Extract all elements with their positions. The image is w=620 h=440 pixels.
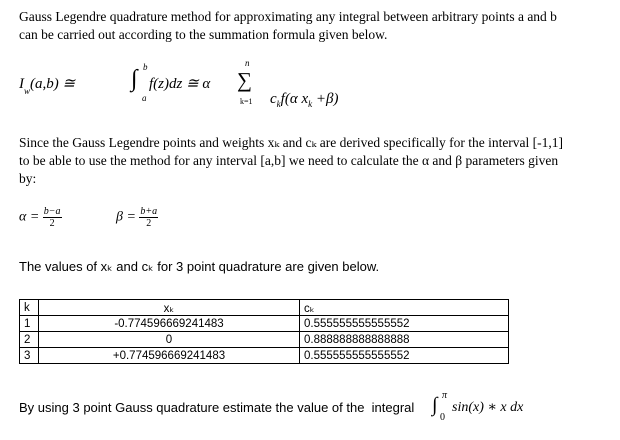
- formula-I-subscript: w: [24, 86, 31, 96]
- question-integral-sign: ∫: [432, 394, 438, 416]
- header-ck: cₖ: [300, 300, 509, 316]
- header-xk: xₖ: [39, 300, 300, 316]
- integral-lower-limit: a: [142, 93, 147, 103]
- summation-sign: ∑: [237, 68, 252, 92]
- cell-ck: 0.555555555555552: [300, 316, 509, 332]
- alpha-definition: [19, 206, 62, 229]
- sum-tail: +β): [312, 91, 339, 107]
- intro-paragraph: [19, 8, 557, 44]
- formula-lhs-args: (a,b) ≅: [30, 76, 79, 92]
- sum-weight-c: c: [270, 91, 277, 107]
- sum-weight-subscript: k: [276, 99, 281, 109]
- integral-sign: ∫: [131, 66, 138, 92]
- table-row: [20, 332, 509, 348]
- quadrature-table: [19, 299, 509, 364]
- cell-k: 1: [20, 316, 39, 332]
- cell-k: 2: [20, 332, 39, 348]
- values-caption: The values of xₖ and cₖ for 3 point quadrature are given below.: [19, 259, 380, 274]
- cell-xk: +0.774596669241483: [39, 348, 300, 364]
- beta-denominator: 2: [146, 218, 152, 229]
- cell-xk: -0.774596669241483: [39, 316, 300, 332]
- question: [19, 390, 609, 424]
- table-row: [20, 316, 509, 332]
- interval-paragraph: [19, 134, 563, 188]
- intro-line-2: can be carried out according to the summation formula given below.: [19, 27, 388, 42]
- question-text: By using 3 point Gauss quadrature estimate the value of the integral: [19, 400, 418, 415]
- quadrature-formula: [19, 60, 419, 116]
- cell-xk: 0: [39, 332, 300, 348]
- cell-ck: 0.888888888888888: [300, 332, 509, 348]
- header-k: k: [20, 300, 39, 316]
- summation-lower-limit: k=1: [240, 97, 253, 106]
- sum-point-subscript: k: [308, 99, 313, 109]
- table-row: [20, 348, 509, 364]
- question-lower-limit: 0: [440, 412, 445, 423]
- table-header-row: [20, 300, 509, 316]
- beta-lhs: β =: [116, 209, 136, 225]
- integral-upper-limit: b: [143, 62, 148, 72]
- alpha-lhs: α =: [19, 209, 40, 225]
- question-expression: sin(x) ∗ x dx: [452, 400, 524, 415]
- interval-line-1: Since the Gauss Legendre points and weights xₖ and cₖ are derived specifically for the interval [-1,1]: [19, 135, 564, 150]
- interval-line-3: by:: [19, 171, 37, 186]
- beta-numerator: b+a: [140, 206, 158, 217]
- question-upper-limit: π: [442, 390, 448, 401]
- cell-ck: 0.555555555555552: [300, 348, 509, 364]
- summation-upper-limit: n: [245, 58, 250, 68]
- beta-definition: [116, 206, 158, 229]
- sum-function: f(α x: [280, 91, 309, 107]
- formula-I: I: [19, 76, 24, 92]
- cell-k: 3: [20, 348, 39, 364]
- alpha-denominator: 2: [49, 218, 55, 229]
- alpha-numerator: b−a: [43, 206, 61, 217]
- intro-line-1: Gauss Legendre quadrature method for approximating any integral between arbitrary points a and b: [19, 9, 557, 24]
- interval-line-2: to be able to use the method for any interval [a,b] we need to calculate the α and β parameters given: [19, 153, 559, 168]
- formula-integrand: f(z)dz ≅ α: [149, 76, 211, 92]
